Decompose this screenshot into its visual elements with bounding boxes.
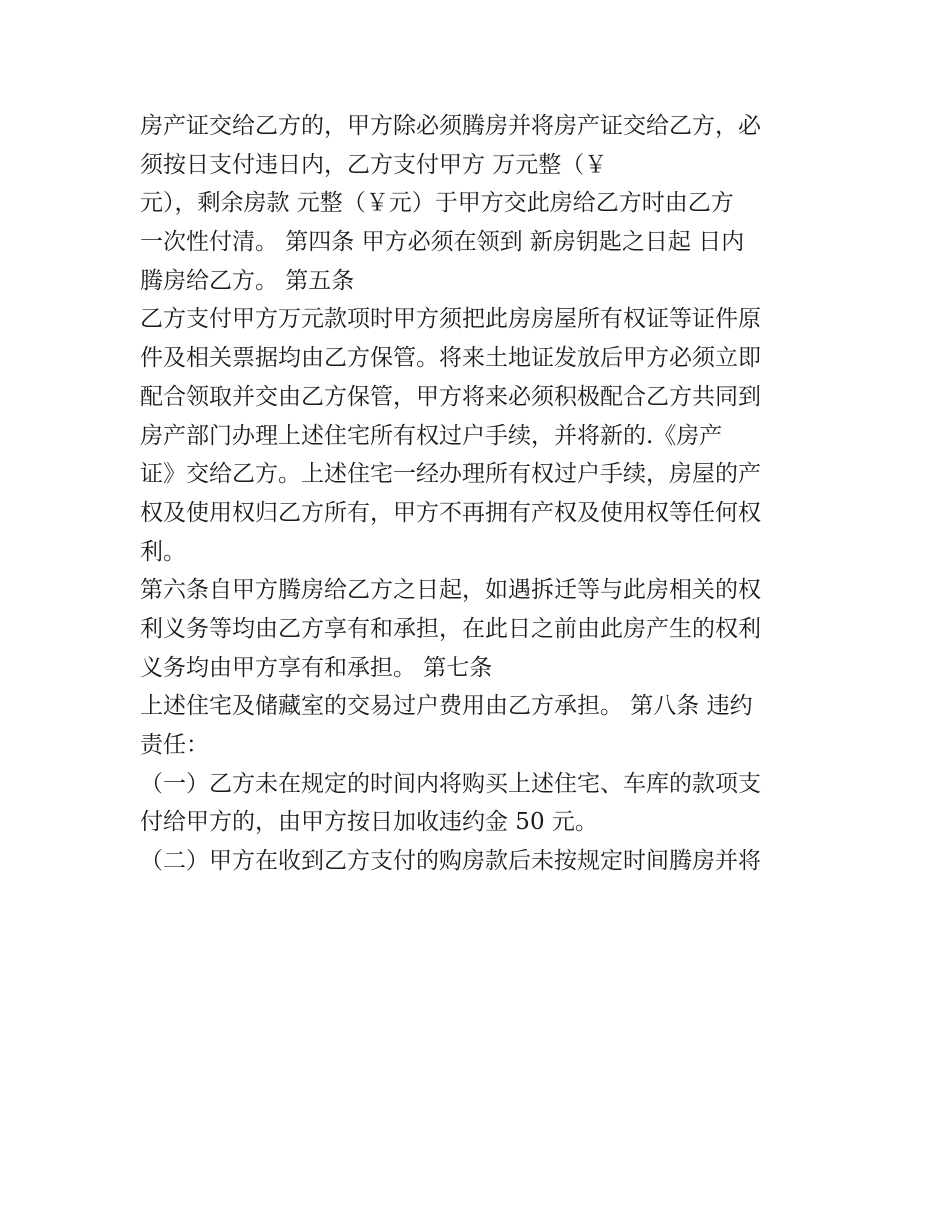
text-line: 乙方支付甲方万元款项时甲方须把此房房屋所有权证等证件原 — [140, 306, 761, 333]
text-line: 一次性付清。 第四条 甲方必须在领到 新房钥匙之日起 日内 — [140, 229, 745, 256]
text-line: 责任： — [140, 732, 209, 758]
text-line: 房产证交给乙方的，甲方除必须腾房并将房产证交给乙方，必 — [140, 113, 761, 139]
text-line: 义务均由甲方享有和承担。 第七条 — [140, 654, 493, 681]
text-line: 须按日支付违日内，乙方支付甲方 万元整（￥ — [140, 151, 608, 178]
text-line: （一）乙方未在规定的时间内将购买上述住宅、车库的款项支 — [140, 770, 761, 797]
text-line: 权及使用权归乙方所有，甲方不再拥有产权及使用权等任何权 — [140, 499, 761, 526]
text-line: 上述住宅及储藏室的交易过户费用由乙方承担。 第八条 违约 — [140, 693, 753, 720]
text-line: 第六条自甲方腾房给乙方之日起，如遇拆迁等与此房相关的权 — [140, 577, 761, 604]
text-line: 利。 — [140, 538, 186, 565]
contract-body-text — [140, 107, 820, 881]
text-line: （二）甲方在收到乙方支付的购房款后未按规定时间腾房并将 — [140, 848, 761, 875]
text-line: 腾房给乙方。 第五条 — [140, 267, 355, 294]
text-line: 件及相关票据均由乙方保管。将来土地证发放后甲方必须立即 — [140, 345, 761, 372]
text-line: 元），剩余房款 元整（￥元）于甲方交此房给乙方时由乙方 — [140, 190, 734, 217]
text-line: 付给甲方的，由甲方按日加收违约金 50 元。 — [140, 809, 598, 836]
text-line: 证》交给乙方。上述住宅一经办理所有权过户手续，房屋的产 — [140, 461, 761, 488]
text-line: 房产部门办理上述住宅所有权过户手续，并将新的.《房产 — [140, 422, 723, 449]
text-line: 利义务等均由乙方享有和承担，在此日之前由此房产生的权利 — [140, 615, 761, 642]
text-line: 配合领取并交由乙方保管，甲方将来必须积极配合乙方共同到 — [140, 383, 761, 410]
